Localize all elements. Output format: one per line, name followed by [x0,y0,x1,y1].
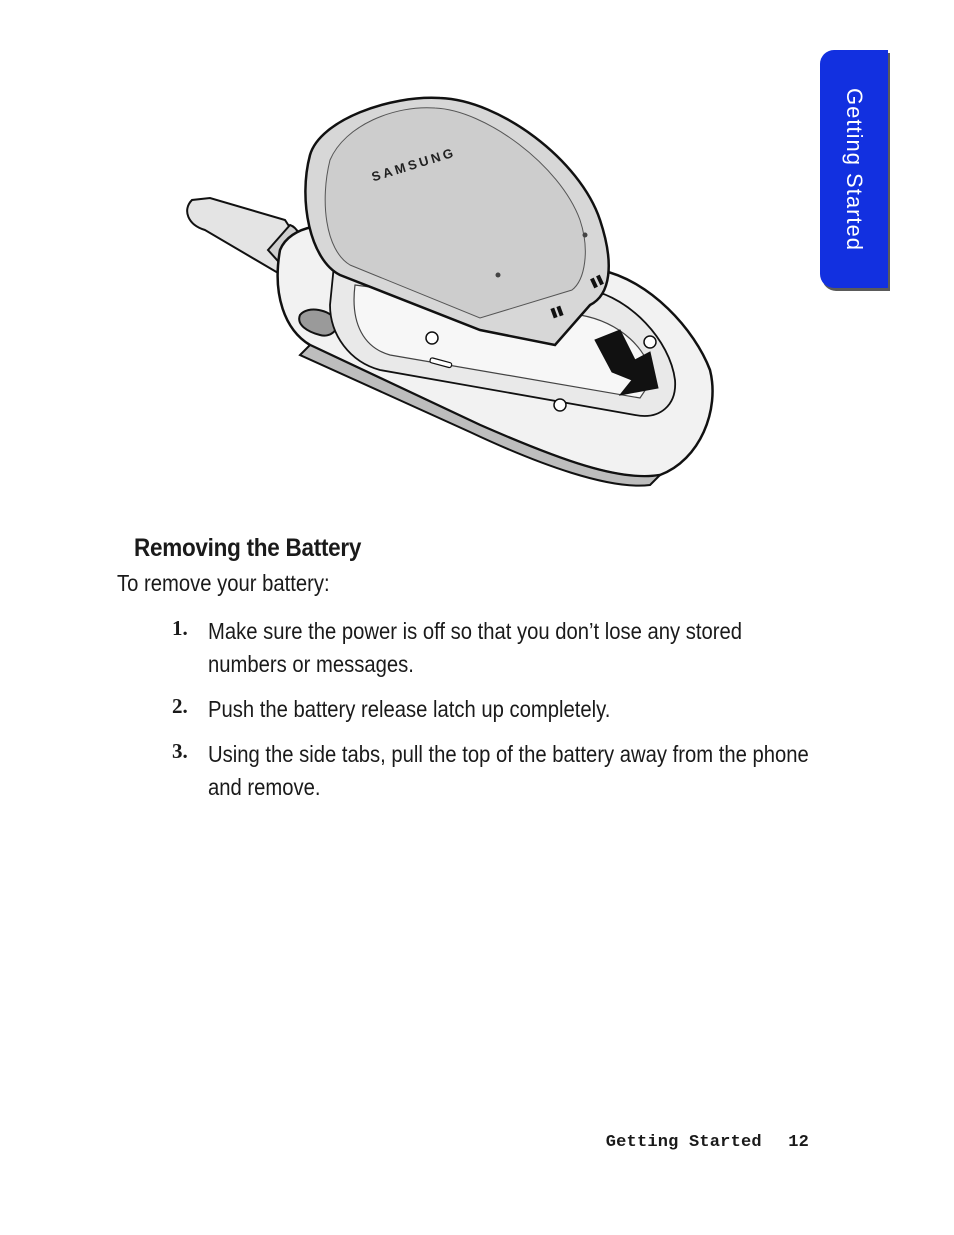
page-number: 12 [788,1133,809,1152]
page-footer [606,1133,809,1152]
list-item [172,693,872,726]
step-list [172,615,872,816]
step-number: 3. [172,739,188,763]
section-side-tab [820,50,888,288]
intro-text: To remove your battery: [117,570,330,596]
section-title: Removing the Battery [134,534,362,562]
side-tab-label: Getting Started [842,87,867,251]
step-number: 2. [172,694,188,718]
step-text: Using the side tabs, pull the top of the battery away from the phone and remove. [208,741,809,800]
step-text: Make sure the power is off so that you don’t lose any stored numbers or messages. [208,618,743,677]
footer-section: Getting Started [605,1133,762,1152]
step-number: 1. [172,616,188,640]
phone-battery-illustration [180,80,720,490]
list-item [172,615,872,681]
step-text: Push the battery release latch up completely. [208,696,611,722]
brand-mark: SAMSUNG [369,144,458,185]
list-item [172,738,872,804]
